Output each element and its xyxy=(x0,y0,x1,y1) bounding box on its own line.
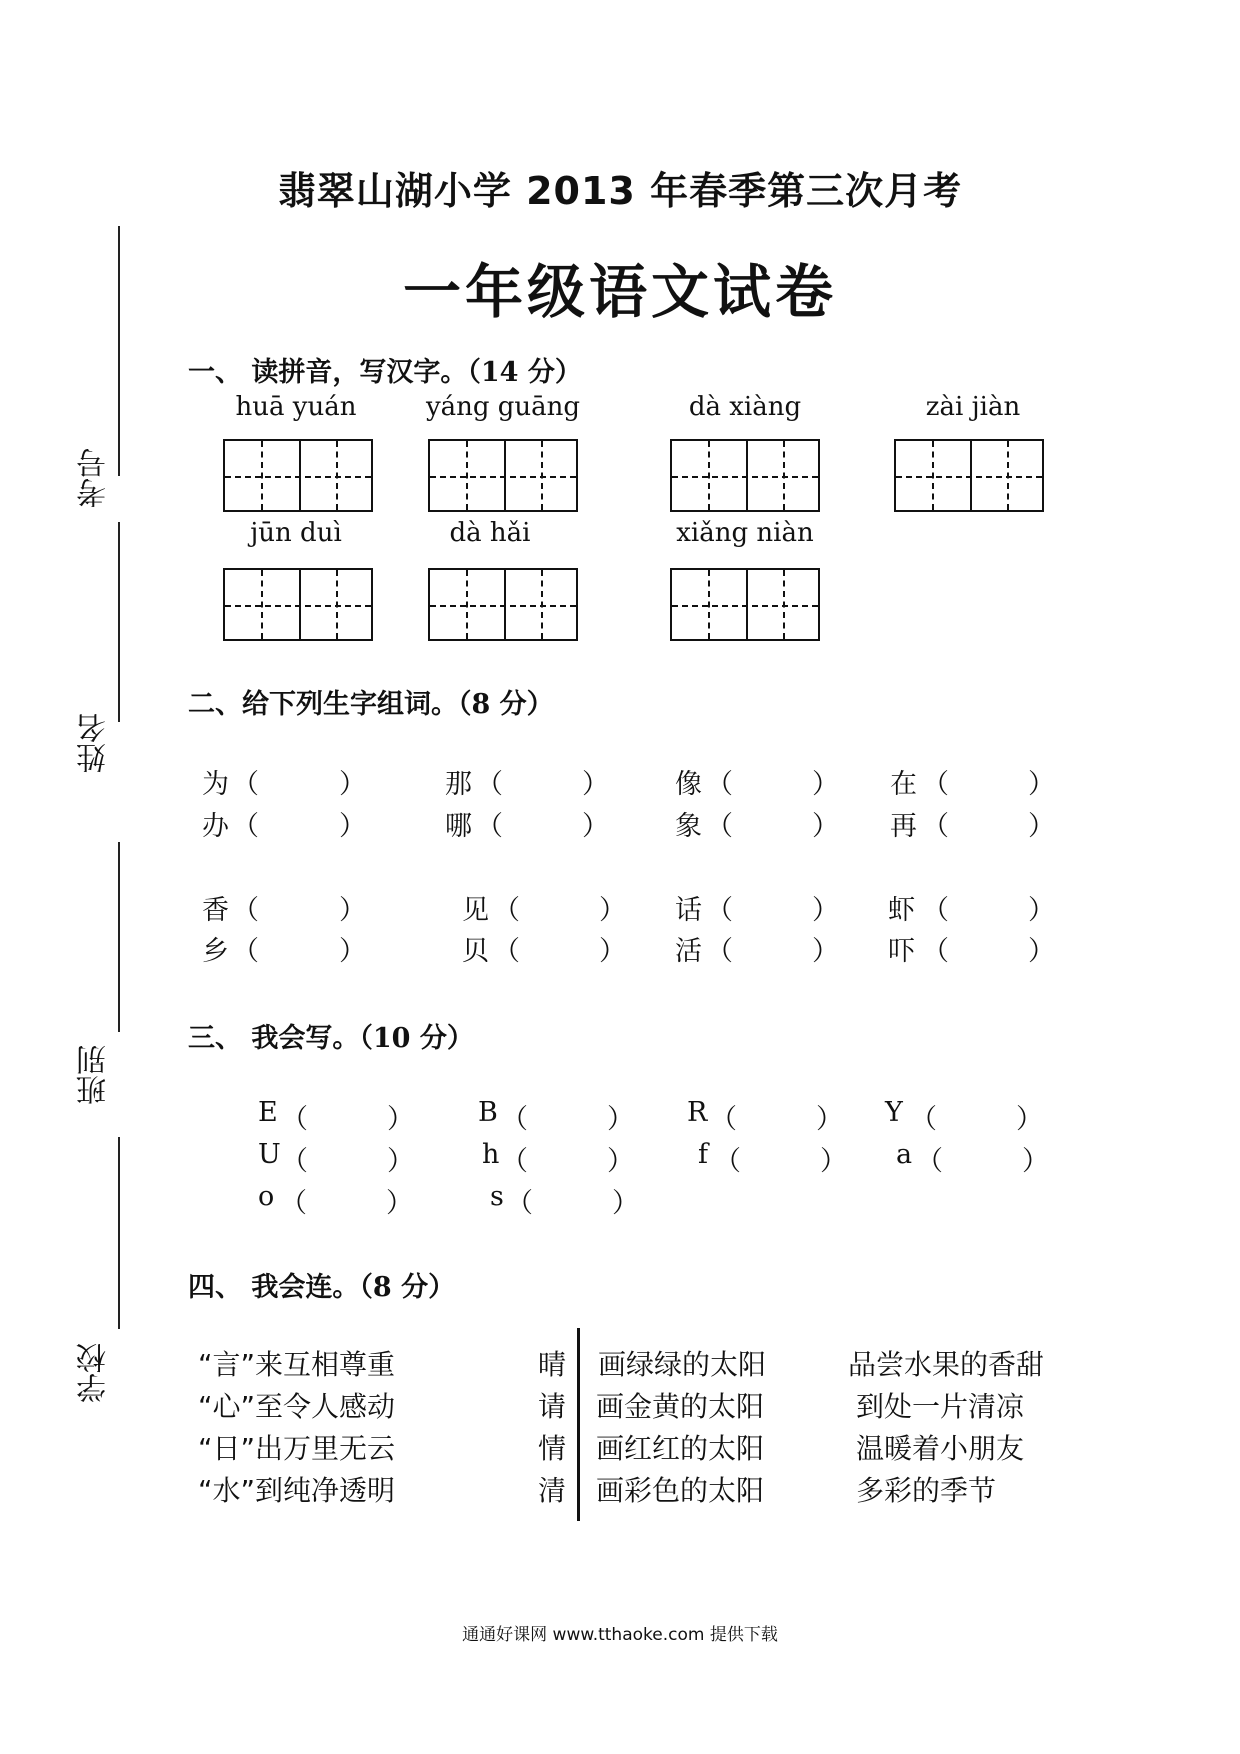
writing-grid[interactable] xyxy=(894,439,1044,512)
letter: Y xyxy=(885,1097,903,1128)
word-char: 那 xyxy=(445,769,472,800)
open-paren: （ xyxy=(706,895,733,926)
open-paren: （ xyxy=(922,895,949,926)
name-entry-line xyxy=(118,842,120,1032)
match-effect-item[interactable]: 温暖着小朋友 xyxy=(856,1432,1025,1465)
close-paren: ） xyxy=(599,895,626,926)
open-paren: （ xyxy=(506,1188,533,1219)
close-paren: ） xyxy=(386,1188,413,1219)
close-paren: ） xyxy=(582,769,609,800)
writing-grid[interactable] xyxy=(670,568,820,641)
close-paren: ） xyxy=(820,1146,847,1177)
open-paren: （ xyxy=(476,769,503,800)
close-paren: ） xyxy=(1028,936,1055,967)
word-char: 吓 xyxy=(888,936,915,967)
writing-grid[interactable] xyxy=(223,568,373,641)
word-char: 贝 xyxy=(462,936,489,967)
letter: R xyxy=(687,1097,708,1128)
close-paren: ） xyxy=(339,811,366,842)
pinyin-label: xiǎng niàn xyxy=(676,518,814,548)
open-paren: （ xyxy=(922,936,949,967)
word-char: 乡 xyxy=(202,936,229,967)
match-effect-item[interactable]: 品尝水果的香甜 xyxy=(848,1348,1045,1381)
open-paren: （ xyxy=(280,1188,307,1219)
match-sun-item[interactable]: 画彩色的太阳 xyxy=(596,1474,765,1507)
open-paren: （ xyxy=(714,1146,741,1177)
match-effect-item[interactable]: 到处一片清凉 xyxy=(856,1390,1025,1423)
footer-credit: 通通好课网 www.tthaoke.com 提供下载 xyxy=(462,1625,778,1645)
letter: s xyxy=(490,1181,504,1212)
open-paren: （ xyxy=(281,1146,308,1177)
word-char: 办 xyxy=(202,811,229,842)
letter: a xyxy=(896,1139,913,1170)
close-paren: ） xyxy=(339,895,366,926)
match-sun-item[interactable]: 画绿绿的太阳 xyxy=(598,1348,767,1381)
open-paren: （ xyxy=(232,936,259,967)
close-paren: ） xyxy=(612,1188,639,1219)
writing-grid[interactable] xyxy=(428,568,578,641)
letter: U xyxy=(258,1139,281,1170)
word-char: 像 xyxy=(675,769,702,800)
open-paren: （ xyxy=(706,769,733,800)
match-char-item[interactable]: 请 xyxy=(538,1390,567,1423)
pinyin-label: huā yuán xyxy=(235,392,357,422)
section3-heading: 三、 我会写。（10 分） xyxy=(188,1023,474,1054)
open-paren: （ xyxy=(910,1104,937,1135)
open-paren: （ xyxy=(476,811,503,842)
class-label: 班别 xyxy=(77,1045,112,1105)
open-paren: （ xyxy=(706,811,733,842)
close-paren: ） xyxy=(607,1104,634,1135)
close-paren: ） xyxy=(1016,1104,1043,1135)
pinyin-label: dà xiàng xyxy=(688,392,802,422)
word-char: 虾 xyxy=(888,895,915,926)
exam-no-label: 考号 xyxy=(77,448,112,508)
exam-title: 一年级语文试卷 xyxy=(402,258,837,326)
open-paren: （ xyxy=(493,936,520,967)
name-label: 姓名 xyxy=(77,713,112,773)
word-char: 再 xyxy=(890,811,917,842)
close-paren: ） xyxy=(816,1104,843,1135)
letter: f xyxy=(698,1139,708,1170)
close-paren: ） xyxy=(1028,895,1055,926)
letter: E xyxy=(258,1097,278,1128)
close-paren: ） xyxy=(387,1104,414,1135)
writing-grid[interactable] xyxy=(670,439,820,512)
pinyin-label: jūn duì xyxy=(250,518,342,548)
close-paren: ） xyxy=(1022,1146,1049,1177)
match-sun-item[interactable]: 画金黄的太阳 xyxy=(596,1390,765,1423)
word-char: 为 xyxy=(202,769,229,800)
open-paren: （ xyxy=(922,811,949,842)
exam-no-entry-line xyxy=(118,522,120,722)
close-paren: ） xyxy=(1028,769,1055,800)
open-paren: （ xyxy=(493,895,520,926)
open-paren: （ xyxy=(281,1104,308,1135)
match-left-item[interactable]: “日”出万里无云 xyxy=(198,1432,396,1465)
word-char: 哪 xyxy=(445,811,472,842)
word-char: 话 xyxy=(675,895,702,926)
word-char: 香 xyxy=(202,895,229,926)
open-paren: （ xyxy=(232,769,259,800)
pinyin-label: yáng guāng xyxy=(425,392,581,422)
match-divider xyxy=(577,1328,580,1521)
letter: h xyxy=(482,1139,500,1170)
open-paren: （ xyxy=(922,769,949,800)
match-effect-item[interactable]: 多彩的季节 xyxy=(856,1474,997,1507)
match-left-item[interactable]: “水”到纯净透明 xyxy=(198,1474,396,1507)
close-paren: ） xyxy=(387,1146,414,1177)
section4-heading: 四、 我会连。（8 分） xyxy=(188,1272,456,1303)
word-char: 见 xyxy=(462,895,489,926)
open-paren: （ xyxy=(501,1104,528,1135)
close-paren: ） xyxy=(599,936,626,967)
pinyin-label: dà hǎi xyxy=(449,518,531,548)
close-paren: ） xyxy=(812,811,839,842)
close-paren: ） xyxy=(339,769,366,800)
close-paren: ） xyxy=(812,895,839,926)
word-char: 象 xyxy=(675,811,702,842)
open-paren: （ xyxy=(232,895,259,926)
match-left-item[interactable]: “言”来互相尊重 xyxy=(198,1348,396,1381)
word-char: 活 xyxy=(675,936,702,967)
word-char: 在 xyxy=(890,769,917,800)
writing-grid[interactable] xyxy=(223,439,373,512)
school-line: 翡翠山湖小学 2013 年春季第三次月考 xyxy=(277,169,963,213)
writing-grid[interactable] xyxy=(428,439,578,512)
open-paren: （ xyxy=(706,936,733,967)
pinyin-label: zài jiàn xyxy=(925,392,1021,422)
section1-heading: 一、 读拼音，写汉字。（14 分） xyxy=(188,357,582,388)
close-paren: ） xyxy=(339,936,366,967)
close-paren: ） xyxy=(812,936,839,967)
match-char-item[interactable]: 情 xyxy=(538,1432,567,1465)
match-left-item[interactable]: “心”至令人感动 xyxy=(198,1390,396,1423)
close-paren: ） xyxy=(582,811,609,842)
open-paren: （ xyxy=(232,811,259,842)
close-paren: ） xyxy=(1028,811,1055,842)
class-entry-line xyxy=(118,1137,120,1329)
open-paren: （ xyxy=(501,1146,528,1177)
open-paren: （ xyxy=(710,1104,737,1135)
school-label: 学校 xyxy=(77,1343,112,1403)
match-sun-item[interactable]: 画红红的太阳 xyxy=(596,1432,765,1465)
section2-heading: 二、给下列生字组词。（8 分） xyxy=(188,689,554,720)
letter: B xyxy=(478,1097,498,1128)
close-paren: ） xyxy=(812,769,839,800)
match-char-item[interactable]: 晴 xyxy=(538,1348,567,1381)
match-char-item[interactable]: 清 xyxy=(538,1474,567,1507)
open-paren: （ xyxy=(916,1146,943,1177)
close-paren: ） xyxy=(607,1146,634,1177)
letter: o xyxy=(258,1181,275,1212)
